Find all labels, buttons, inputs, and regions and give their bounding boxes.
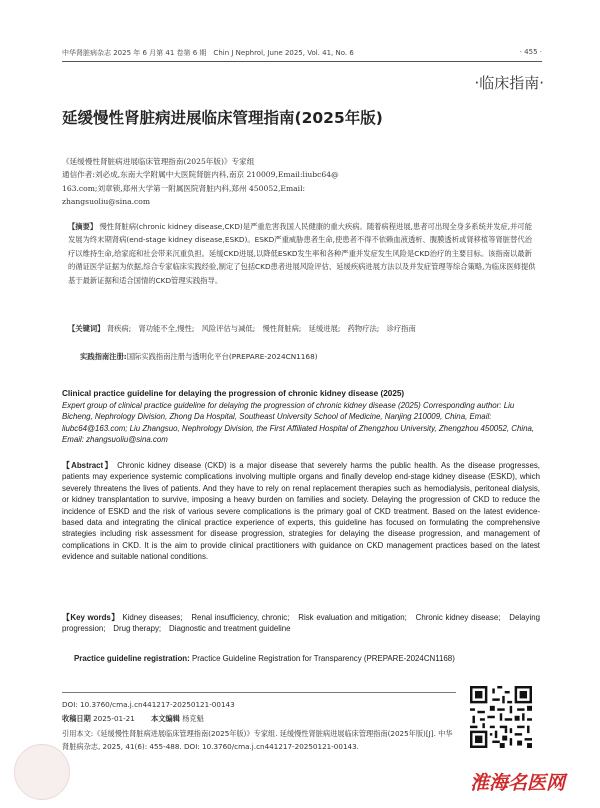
- dates-line: [62, 712, 462, 725]
- en-abstract-text: Chronic kidney disease (CKD) is a major disease that severely harms the public health. As the disease progresses, patients may experience systemic complications involving multiple organs and finally develop end-stage kidney disease (ESKD), which severely threatens the lives of patients. And they have to rely on renal replacement therapies such as hemodialysis, peritoneal dialysis, or kidney transplantation to survive, imposing a heavy burden on families and society. Delaying the progression of CKD to reduce the incidence of ESKD and the risk of various severe complications is the primary goal of CKD treatment. Based on the latest evidence-based data and integrating the clinical practice experience of experts, this guideline has focused on formulating the comprehensive strategies including risk assessment for disease progression, strategies for delaying the disease progression, and management of complications in CKD. It is the aim to provide clinical practitioners with guidance on CKD management practices based on the latest evidence and suitable national conditions.: [62, 461, 540, 562]
- cn-abstract: [68, 220, 536, 287]
- en-keywords-label: 【Key words】: [62, 613, 120, 622]
- section-label: ·临床指南·: [474, 74, 544, 92]
- corresp-line-1: 通信作者:刘必成,东南大学附属中大医院肾脏内科,南京 210009,Email:liubc64@: [62, 170, 339, 180]
- en-reg-label: Practice guideline registration:: [74, 654, 190, 663]
- page-number: · 455 ·: [519, 48, 542, 56]
- en-keywords: [62, 612, 540, 635]
- editor-name: 杨克魁: [182, 714, 204, 723]
- en-abstract: [62, 460, 540, 563]
- en-registration: [62, 653, 540, 664]
- cn-reg-label: 实践指南注册:: [80, 352, 127, 361]
- article-title: 延缓慢性肾脏病进展临床管理指南(2025年版): [62, 109, 383, 127]
- en-abstract-label: 【Abstract】: [62, 461, 114, 470]
- qr-code-icon: [470, 686, 532, 748]
- cn-registration: [80, 350, 538, 363]
- cn-keywords: [68, 322, 536, 335]
- cn-reg-text: 国际实践指南注册与透明化平台(PREPARE-2024CN1168): [126, 352, 318, 361]
- journal-seal-icon: [14, 744, 70, 800]
- cn-keywords-text: 肾疾病; 肾功能不全,慢性; 风险评估与减低; 慢性肾脏病; 延缓进展; 药物疗法; 诊疗指南: [106, 324, 416, 333]
- received-date: 2025-01-21: [93, 714, 135, 723]
- citation-line: 引用本文:《延缓慢性肾脏病进展临床管理指南(2025年版)》专家组. 延缓慢性肾脏病进展临床管理指南(2025年版)[J]. 中华肾脏病杂志, 2025, 41(6): 455-488. DOI: 10.3760/cma.j.cn441217-20250121-00143.: [62, 729, 453, 751]
- cn-abstract-text: 慢性肾脏病(chronic kidney disease,CKD)是严重危害我国人民健康的重大疾病。随着病程进展,患者可出现全身多系统并发症,并可能发展为终末期肾病(end-stage kidney disease,ESKD)。ESKD严重威胁患者生命,使患者不得不依赖血液透析、腹膜透析或肾移植等肾脏替代治疗以维持生命,给家庭和社会带来沉重负担。延缓CKD进展,以降低ESKD发生率和各种严重并发症发生风险是CKD治疗的主要目标。该指南以最新的循证医学证据为依据,综合专家临床实践经验,制定了包括CKD患者进展风险评估、延缓疾病进展方法以及并发症管理等综合策略,为临床医师提供基于最新证据和适合国情的CKD管理实践指导。: [68, 222, 536, 285]
- received-label: 收稿日期: [62, 714, 91, 723]
- footer-rule: [62, 692, 456, 693]
- running-header: [62, 48, 542, 62]
- cn-author-block: [62, 155, 540, 209]
- corresp-line-3: zhangsuoliu@sina.com: [62, 197, 151, 207]
- expert-group: 《延缓慢性肾脏病进展临床管理指南(2025年版)》专家组: [62, 157, 255, 166]
- cn-keywords-label: 【关键词】: [68, 324, 105, 333]
- en-reg-text: Practice Guideline Registration for Transparency (PREPARE-2024CN1168): [191, 654, 455, 663]
- watermark-logo: 淮海名医网: [470, 772, 566, 794]
- cn-abstract-label: 【摘要】: [68, 222, 98, 231]
- corresp-line-2: 163.com;刘章锁,郑州大学第一附属医院肾脏内科,郑州 450052,Email:: [62, 183, 306, 193]
- en-author-meta: Expert group of clinical practice guideline for delaying the progression of chronic kidney disease (2025) Corresponding author: Liu Bicheng, Nephrology Division, Zhong Da Hospital, Southeast University School of Medicine, Nanjing 210009, China, Email: liubc64@163.com; Liu Zhangsuo, Nephrology Division, the First Affiliated Hospital of Zhengzhou University, Zhengzhou 450052, China, Email: zhangsuoliu@sina.com: [62, 401, 535, 445]
- journal-citation-header: 中华肾脏病杂志 2025 年 6 月第 41 卷第 6 期 Chin J Nephrol, June 2025, Vol. 41, No. 6: [62, 49, 354, 57]
- editor-label: 本文编辑: [151, 714, 180, 723]
- en-title: Clinical practice guideline for delaying the progression of chronic kidney disease (2025): [62, 389, 405, 398]
- doi-line: DOI: 10.3760/cma.j.cn441217-20250121-00143: [62, 700, 235, 709]
- en-keywords-text: Kidney diseases; Renal insufficiency, chronic; Risk evaluation and mitigation; Chronic kidney disease; Delaying progression; Drug therapy; Diagnostic and treatment guideline: [62, 613, 540, 634]
- faint-band-decoration: [80, 772, 165, 789]
